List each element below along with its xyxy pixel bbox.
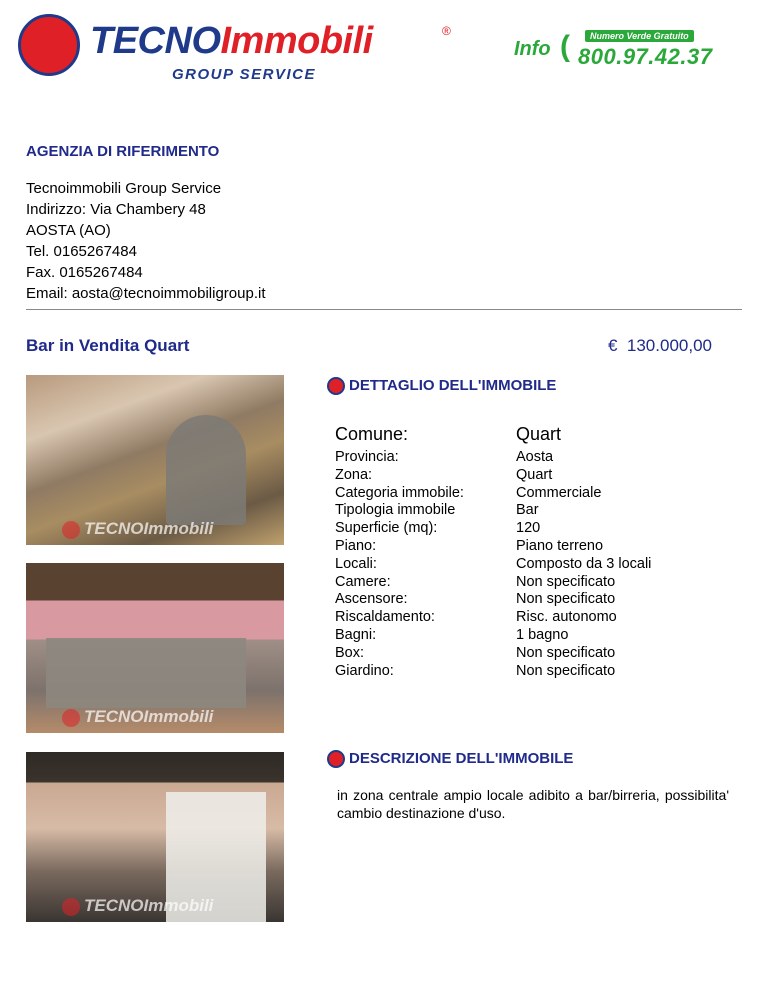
detail-label: Camere: xyxy=(335,573,391,590)
agency-name: Tecnoimmobili Group Service xyxy=(26,180,222,197)
logo-bullet-icon xyxy=(327,377,345,395)
detail-row xyxy=(335,645,735,663)
detail-label: Piano: xyxy=(335,537,377,554)
detail-row xyxy=(335,449,735,467)
details-table xyxy=(335,449,735,680)
detail-label: Bagni: xyxy=(335,626,377,643)
detail-row xyxy=(335,574,735,592)
detail-label: Categoria immobile: xyxy=(335,484,464,501)
detail-value: Quart xyxy=(516,466,553,483)
detail-value: 1 bagno xyxy=(516,626,569,643)
detail-value: Composto da 3 locali xyxy=(516,555,652,572)
detail-row xyxy=(335,591,735,609)
detail-value: Piano terreno xyxy=(516,537,604,554)
description-text: in zona centrale ampio locale adibito a bar/birreria, possibilita' cambio destinazione d'uso. xyxy=(337,787,729,821)
detail-row xyxy=(335,485,735,503)
details-title: DETTAGLIO DELL'IMMOBILE xyxy=(349,377,557,394)
agency-address: Indirizzo: Via Chambery 48 xyxy=(26,201,206,218)
logo-part-1: TECNO xyxy=(90,20,221,62)
detail-row xyxy=(335,663,735,681)
property-photo-1[interactable] xyxy=(26,375,284,545)
phone-number[interactable]: 800.97.42.37 xyxy=(578,44,713,69)
detail-row xyxy=(335,538,735,556)
detail-row xyxy=(335,502,735,520)
toll-free-badge: Numero Verde Gratuito xyxy=(585,30,694,42)
agency-phone: Tel. 0165267484 xyxy=(26,243,137,260)
detail-label: Provincia: xyxy=(335,449,399,465)
logo-subtitle: GROUP SERVICE xyxy=(172,66,316,83)
photo-watermark: TECNOImmobili xyxy=(62,519,213,539)
detail-row xyxy=(335,627,735,645)
info-label: Info xyxy=(514,38,551,60)
detail-label: Riscaldamento: xyxy=(335,609,435,626)
property-photo-2[interactable] xyxy=(26,563,284,733)
detail-row xyxy=(335,609,735,627)
detail-row xyxy=(335,467,735,485)
comune-label: Comune: xyxy=(335,424,409,444)
detail-value: Bar xyxy=(516,502,539,519)
property-photo-3[interactable] xyxy=(26,752,284,922)
bar-counter-shape xyxy=(46,638,246,708)
agency-info xyxy=(26,178,266,304)
logo-bullet-icon xyxy=(327,750,345,768)
detail-label: Superficie (mq): xyxy=(335,520,438,537)
detail-label: Giardino: xyxy=(335,662,394,679)
detail-row xyxy=(335,520,735,538)
detail-label: Box: xyxy=(335,644,365,661)
divider xyxy=(26,309,742,310)
tecnoimmobili-logo-icon xyxy=(18,14,80,76)
detail-value: Commerciale xyxy=(516,484,602,501)
property-title: Bar in Vendita Quart xyxy=(26,336,190,355)
detail-label: Ascensore: xyxy=(335,591,408,608)
photo-watermark: TECNOImmobili xyxy=(62,707,213,727)
detail-value: Risc. autonomo xyxy=(516,609,617,626)
agency-title: AGENZIA DI RIFERIMENTO xyxy=(26,143,220,160)
detail-row xyxy=(335,556,735,574)
comune-value: Quart xyxy=(516,424,562,444)
registered-mark: ® xyxy=(442,24,451,38)
detail-value: Non specificato xyxy=(516,573,616,590)
detail-label: Tipologia immobile xyxy=(335,502,456,519)
detail-value: Non specificato xyxy=(516,662,616,679)
description-title: DESCRIZIONE DELL'IMMOBILE xyxy=(349,750,574,767)
fireplace-shape xyxy=(166,415,246,525)
agency-fax: Fax. 0165267484 xyxy=(26,264,143,281)
agency-email[interactable]: Email: aosta@tecnoimmobiligroup.it xyxy=(26,285,266,302)
agency-city: AOSTA (AO) xyxy=(26,222,111,239)
logo-wordmark xyxy=(90,20,373,63)
detail-value: Aosta xyxy=(516,449,554,465)
detail-value: 120 xyxy=(516,520,541,537)
phone-icon: ( xyxy=(560,30,570,63)
logo-part-2: Immobili xyxy=(220,20,373,62)
detail-value: Non specificato xyxy=(516,591,616,608)
photo-watermark: TECNOImmobili xyxy=(62,896,213,916)
detail-label: Locali: xyxy=(335,555,377,572)
property-price: € 130.000,00 xyxy=(608,336,712,355)
detail-value: Non specificato xyxy=(516,644,616,661)
detail-label: Zona: xyxy=(335,466,373,483)
